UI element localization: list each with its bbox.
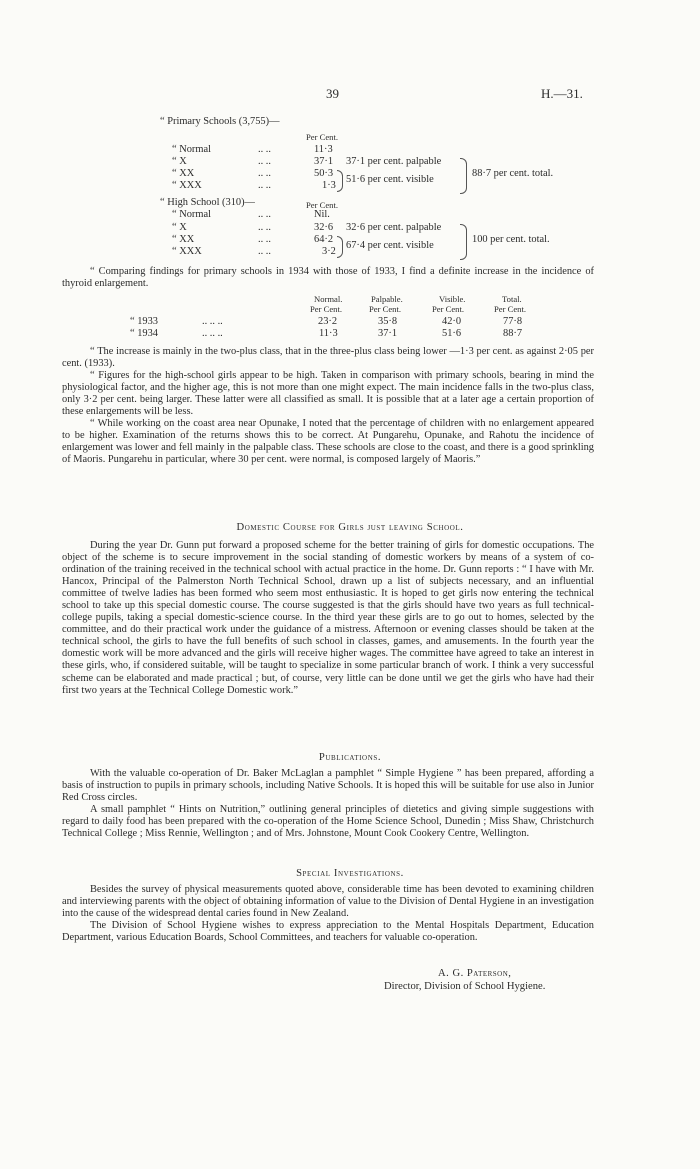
primary-total-brace — [460, 158, 467, 194]
high-xx-brace — [337, 236, 343, 258]
comparing-paragraph: “ Comparing findings for primary schools in 1934 with those of 1933, I find a definite increase in the incidence of thyroid enlargement. — [62, 266, 594, 290]
signature-title: Director, Division of School Hygiene. — [384, 981, 546, 992]
primary-row-dots: .. .. — [258, 156, 271, 167]
primary-total: 88·7 per cent. total. — [472, 168, 554, 179]
domestic-paragraph: During the year Dr. Gunn put forward a proposed scheme for the better training of girls for domestic occupations. The object of the scheme is to secure improvement in the social standing of domestic workers by means of a system of co-ordination of the training received in the technical school with actual practice in the home. Dr. Gunn reports : “ I have with Mr. Hancox, Principal of the Palmerston North Technical School, drawn up a list of subjects necessary, and an influential committee of twelve ladies has been formed who seem most enthusiastic. It is hoped to get girls now entering the technical school to take up this special domestic course. The course suggested is that the girls should have two years as full technical-college pupils, taking a special domestic-science course. In the third year these girls are to go out to homes, selected by the committee, and do their practical work under the guidance of a mistress. Afternoon or evening classes should be taken at the technical school, the girls to have the full benefits of such school in classes, games, and amusements. In the fourth year the domestic work will be more advanced and the girls will receive higher wages. The committee have agreed to take an interest in these girls, who, if considered suitable, will be taught to specialize in some particular branch of work. I think a very successful scheme can be elaborated and made practical ; but, of course, very little can be done until we get the girls who have had their first two years at the Technical College Domestic work.” — [62, 540, 594, 696]
high-visible: 67·4 per cent. visible — [346, 240, 434, 251]
table-cell: 77·8 — [503, 316, 523, 327]
primary-row-label: “ X — [172, 156, 187, 167]
table-cell: 11·3 — [319, 328, 338, 339]
high-school-title: “ High School (310)— — [160, 197, 255, 208]
high-row-dots: .. .. — [258, 234, 271, 245]
column-unit: Per Cent. — [432, 304, 464, 314]
table-cell: 88·7 — [503, 328, 523, 339]
table-row-dots: .. .. .. — [202, 316, 223, 327]
high-total-brace — [460, 224, 467, 260]
page-number: 39 — [326, 86, 339, 101]
primary-row-dots: .. .. — [258, 168, 271, 179]
paragraph: “ Figures for the high-school girls appear to be high. Taken in comparison with primary schools, bearing in mind the physiological factor, and the higher age, this is not more than one might expect. The main incidence falls in the two-plus class, only 3·2 per cent. being larger. These latter were all classified as small. It is possible that at a later age a certain proportion of these enlargements will be less. — [62, 370, 594, 418]
primary-visible: 51·6 per cent. visible — [346, 174, 434, 185]
table-cell: 37·1 — [378, 328, 398, 339]
high-row-dots: .. .. — [258, 246, 271, 257]
section-heading-domestic: Domestic Course for Girls just leaving School. — [236, 522, 464, 533]
column-unit: Per Cent. — [369, 304, 401, 314]
high-row-label: “ X — [172, 222, 187, 233]
column-unit: Per Cent. — [310, 304, 342, 314]
high-row-label: “ XX — [172, 234, 195, 245]
high-row-value: Nil. — [314, 209, 330, 220]
primary-palpable: 37·1 per cent. palpable — [346, 156, 442, 167]
document-reference: H.—31. — [541, 86, 583, 101]
paragraph: “ The increase is mainly in the two-plus class, that in the three-plus class being lower —1·3 per cent. as against 2·05 per cent. (1933). — [62, 346, 594, 370]
table-row-year: “ 1934 — [130, 328, 158, 339]
high-total: 100 per cent. total. — [472, 234, 550, 245]
column-header: Normal. — [314, 294, 343, 304]
primary-row-dots: .. .. — [258, 144, 271, 155]
primary-schools-title: “ Primary Schools (3,755)— — [160, 116, 280, 127]
paragraph: With the valuable co-operation of Dr. Baker McLaglan a pamphlet “ Simple Hygiene ” has been prepared, affording a basis of instruction to pupils in primary schools, including Native Schools. It is hoped this will be suitable for use also in Junior Red Cross circles. — [62, 768, 594, 804]
primary-row-label: “ XX — [172, 168, 195, 179]
primary-row-value: 11·3 — [314, 144, 333, 155]
table-cell: 51·6 — [442, 328, 462, 339]
primary-xx-brace — [337, 170, 343, 192]
paragraph: “ While working on the coast area near Opunake, I noted that the percentage of children with no enlargement appeared to be higher. Examination of the returns shows this to be correct. At Pungarehu, Opunake, and Rahotu the incidence of enlargement was lower and fell mainly in the palpable class. These schools are close to the coast, and there is a good sprinkling of Maoris. Pungarehu in particular, where 30 per cent. were normal, is composed largely of Maoris.” — [62, 418, 594, 466]
high-palpable: 32·6 per cent. palpable — [346, 222, 442, 233]
table-cell: 35·8 — [378, 316, 398, 327]
high-row-label: “ Normal — [172, 209, 211, 220]
column-header: Total. — [502, 294, 522, 304]
high-row-value: 64·2 — [314, 234, 334, 245]
high-row-value: 3·2 — [322, 246, 336, 257]
primary-row-label: “ Normal — [172, 144, 211, 155]
section-heading-special: Special Investigations. — [296, 868, 404, 879]
high-row-dots: .. .. — [258, 222, 271, 233]
table-cell: 23·2 — [318, 316, 338, 327]
column-header: Palpable. — [371, 294, 403, 304]
findings-paragraphs — [62, 346, 594, 466]
primary-row-label: “ XXX — [172, 180, 202, 191]
publications-paragraphs — [62, 768, 594, 840]
high-row-label: “ XXX — [172, 246, 202, 257]
special-paragraphs — [62, 884, 594, 944]
high-row-value: 32·6 — [314, 222, 334, 233]
paragraph: Besides the survey of physical measurements quoted above, considerable time has been devoted to examining children and interviewing parents with the object of obtaining information of value to the Division of Dental Hygiene in an investigation into the cause of the widespread dental caries found in New Zealand. — [62, 884, 594, 920]
table-row-year: “ 1933 — [130, 316, 158, 327]
high-per-cent-head: Per Cent. — [306, 200, 338, 210]
column-unit: Per Cent. — [494, 304, 526, 314]
table-row-dots: .. .. .. — [202, 328, 223, 339]
primary-row-value: 37·1 — [314, 156, 334, 167]
signature-name: A. G. Paterson, — [438, 968, 512, 979]
primary-row-dots: .. .. — [258, 180, 271, 191]
section-heading-publications: Publications. — [318, 752, 382, 763]
column-header: Visible. — [439, 294, 466, 304]
paragraph: A small pamphlet “ Hints on Nutrition,” outlining general principles of dietetics and giving simple suggestions with regard to daily food has been prepared with the co-operation of the Home Science School, Dunedin ; Miss Shaw, Christchurch Technical College ; Miss Rennie, Wellington ; and of Mrs. Johnstone, Mount Cook Cookery Centre, Wellington. — [62, 804, 594, 840]
primary-row-value: 50·3 — [314, 168, 334, 179]
table-cell: 42·0 — [442, 316, 462, 327]
primary-row-value: 1·3 — [322, 180, 336, 191]
primary-per-cent-head: Per Cent. — [306, 132, 338, 142]
high-row-dots: .. .. — [258, 209, 271, 220]
paragraph: The Division of School Hygiene wishes to express appreciation to the Mental Hospitals Department, Education Department, various Education Boards, School Committees, and teachers for valuable co-operation. — [62, 920, 594, 944]
